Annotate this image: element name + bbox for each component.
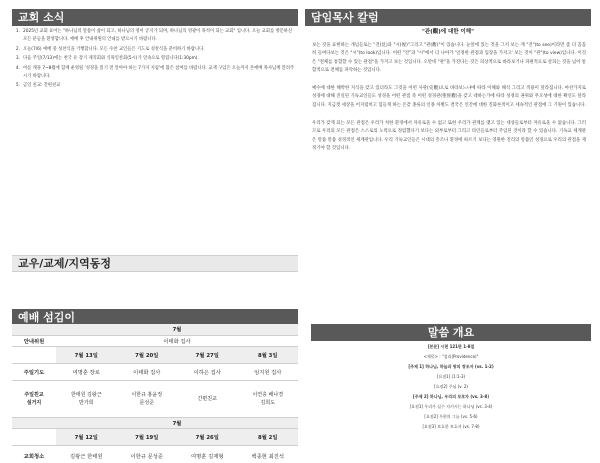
date-header: 8월 3일 xyxy=(238,346,299,363)
date-header: 7월 13일 xyxy=(56,346,117,363)
news-item xyxy=(14,55,296,63)
news-item-number: 5. xyxy=(15,83,20,89)
table-row xyxy=(12,335,298,346)
table-row xyxy=(12,324,298,335)
month-header: 7월 xyxy=(56,417,298,428)
row-label-line: 주일친교 xyxy=(24,391,44,398)
sermon-line: [요점2] 우편의 그늘 (vs. 5-6) xyxy=(424,414,478,419)
sermon-line: [요점2] 주님 (v. 2) xyxy=(434,384,468,389)
date-header: 7월 20일 xyxy=(117,346,178,363)
sermon-line: [본문] 시편 121편 1-8절 xyxy=(427,344,475,349)
table-cell: 이태화 집사 xyxy=(56,335,298,346)
table-cell: 임지원 집사 xyxy=(238,363,299,380)
news-item xyxy=(14,28,296,44)
table-cell xyxy=(177,380,238,417)
cell-line: 이연층 배나경 xyxy=(252,391,284,398)
table-cell: 이한규 문성준 xyxy=(117,445,178,463)
cell-line: 이한규 홍윤정 xyxy=(131,391,163,398)
table-cell: 여명훈 김재형 xyxy=(177,445,238,463)
month-header: 7월 xyxy=(56,324,298,335)
worship-servers-title: 예배 섬김이 xyxy=(12,309,298,326)
row-label: 주일기도 xyxy=(12,363,56,380)
date-header: 8월 2일 xyxy=(238,428,299,445)
sermon-line: [요점1] 우리가 실수 지키시는 하나님 (vs. 3-4) xyxy=(409,404,493,409)
cell-line: 한태원 김왕근 xyxy=(70,391,102,398)
members-news-title: 교우/교제/지역동정 xyxy=(12,255,298,272)
sermon-line: [요점3] 보호한 보호자 (vs. 7-8) xyxy=(422,424,480,429)
date-header: 7월 19일 xyxy=(117,428,178,445)
row-label: 교회청소 xyxy=(12,445,56,463)
table-cell: 김왕근 한태원 xyxy=(56,445,117,463)
date-header: 7월 26일 xyxy=(177,428,238,445)
news-item-number: 4. xyxy=(15,65,20,71)
news-item-number: 3. xyxy=(15,56,20,62)
news-item xyxy=(14,65,296,81)
pastor-column-title: 담임목사 칼럼 xyxy=(305,9,591,26)
sermon-line: [요점1] (1:1-3) xyxy=(436,374,466,379)
sermon-line: [주제 1] 하나님, 하늘과 땅의 창조자 (vs. 1-2) xyxy=(408,364,494,369)
cell-line: 김희도 xyxy=(260,399,275,406)
news-item-text: 여름 캐플 7~8월에 함께 운영될 '성경을 읽기 전 알아야 하는 7가지 지침'에 많은 참여를 바랍니다. 교재 구입은 오늘까지 본예배 목사님께 알려주시기 바랍니다. xyxy=(23,65,295,79)
table-row xyxy=(12,428,298,445)
column-body xyxy=(312,42,586,163)
sermon-line: <제목> : "섭리(Providence)" xyxy=(423,354,479,359)
news-item xyxy=(14,82,296,90)
sermon-outline xyxy=(311,344,591,434)
table-row xyxy=(12,417,298,428)
sermon-line: [주제 2] 하나님, 우리의 보호자 (vs. 3-8) xyxy=(412,394,490,399)
worship-servers-table xyxy=(12,324,298,463)
table-cell: 여명훈 장로 xyxy=(56,363,117,380)
table-cell xyxy=(238,380,299,417)
news-item xyxy=(14,46,296,54)
table-row xyxy=(12,380,298,417)
column-paragraph: 보는 것을 표현하는 개념들로는 "견(見)과 "시(視)"그리고 "관(觀)"이 있습니다. 눈앞에 있는 것을 그저 보는 게 "견"(to see)이라면 좀 더 꼼꼼히 들여다보는 것은 "시"(to look)입니다. 어떤 "견"과 "시"에서 더 나아가 '일정한 관점과 입장을 가지고' 보는 것이 "관"(to view)입니다. 이것은 "전체를 통합할 수 있는 관점"을 가지고 보는 것입니다. 오만데 "관"을 가진다는 것은 피상적으로 바라보거나 파편적으로 살피는 것을 넘어 통합적으로 전체를 파악하는 것입니다. xyxy=(312,43,586,73)
cell-line: 간편친교 xyxy=(197,395,217,402)
date-header: 7월 12일 xyxy=(56,428,117,445)
column-paragraph: 우리가 갖게 되는 모든 관점은 우리가 처한 환경에서 자유로울 수 없고 또한 우리가 관계를 맺고 있는 대상들로부터 자유로울 수 없습니다. 그러므로 우리의 모든 관점은 스스로의 노력으로 정립했다기 보다는 외부로부터 그리고 타인들로부터 주입된 것이라 할 수 있습니다. 기독교 세계관은 말씀 말씀 성경적인 세계관입니다. 우리 기독교인들은 시대의 흥조나 환경에 따르기 보다는 영원한 진리의 말씀인 성경으로 우리의 관점을 재정기야 할 것입니다. xyxy=(312,121,586,151)
news-item-text: 다음 주일(7/13)에는 천국 유 장기 제직회와 식목일찬회(5시)가 연속으로 열립니다(1:30pm). xyxy=(23,56,199,62)
table-cell xyxy=(56,380,117,417)
news-item-text: 2025년 교회 표어는 "하나님의 말씀이 삶이 되고, 하나님의 영이 궁지가 되며, 하나님의 영광이 목적이 되는 교회" 입니다. 오늘 교회를 방문하신 모든 분들을 환영합니다. 예배 후 안내위원의 안내를 받으시기 바랍니다. xyxy=(23,29,293,42)
column-paragraph: 예수에 대한 해박한 지식을 갖고 있더라도 그것을 어떤 사관(史觀)으로 바라보느냐에 따라 이해와 해석 그리고 적용이 달라집니다. 마찬가지로 성경에 대해 진실된 기독교인들도 성경을 어떤 관점 즉 어떤 성경관(聖經觀)을 갖고 대하는가에 따라 성경의 권위와 무오성에 대한 확신도 달라집니다. 지금껏 세상을 어지럽히고 힘들게 하는 온갖 종류의 인종 차별도 결국은 인간에 대한 진화론적이고 세속적인 관점에 그 기원이 있습니다. xyxy=(312,86,586,108)
date-header: 7월 27일 xyxy=(177,346,238,363)
news-item-text: 금일 친교: 간편친교 xyxy=(23,83,61,89)
row-label xyxy=(12,380,56,417)
table-row xyxy=(12,346,298,363)
row-label-line: 설거지 xyxy=(26,399,42,406)
sermon-outline-title: 말씀 개요 xyxy=(311,324,591,341)
news-list xyxy=(14,28,296,92)
cell-line: 반가희 xyxy=(79,399,94,406)
table-cell: 이태화 집사 xyxy=(117,363,178,380)
table-row xyxy=(12,445,298,463)
table-cell: 이하은 집사 xyxy=(177,363,238,380)
table-row xyxy=(12,363,298,380)
column-heading: "관(觀)에 대한 이해" xyxy=(422,29,474,35)
cell-line: 문성준 xyxy=(139,399,154,406)
news-item-number: 1. xyxy=(15,29,20,34)
row-label: 안내위원 xyxy=(12,335,56,346)
news-section-title: 교회 소식 xyxy=(12,9,298,26)
table-cell xyxy=(117,380,178,417)
news-item-text: 오늘(7/6) 예배 중 성찬식을 거행합니다. 모든 수찬 교인들은 기도로 성찬식을 준비하기 바랍니다. xyxy=(23,46,205,52)
table-cell: 백종현 최진석 xyxy=(238,445,299,463)
news-item-number: 2. xyxy=(15,46,20,52)
